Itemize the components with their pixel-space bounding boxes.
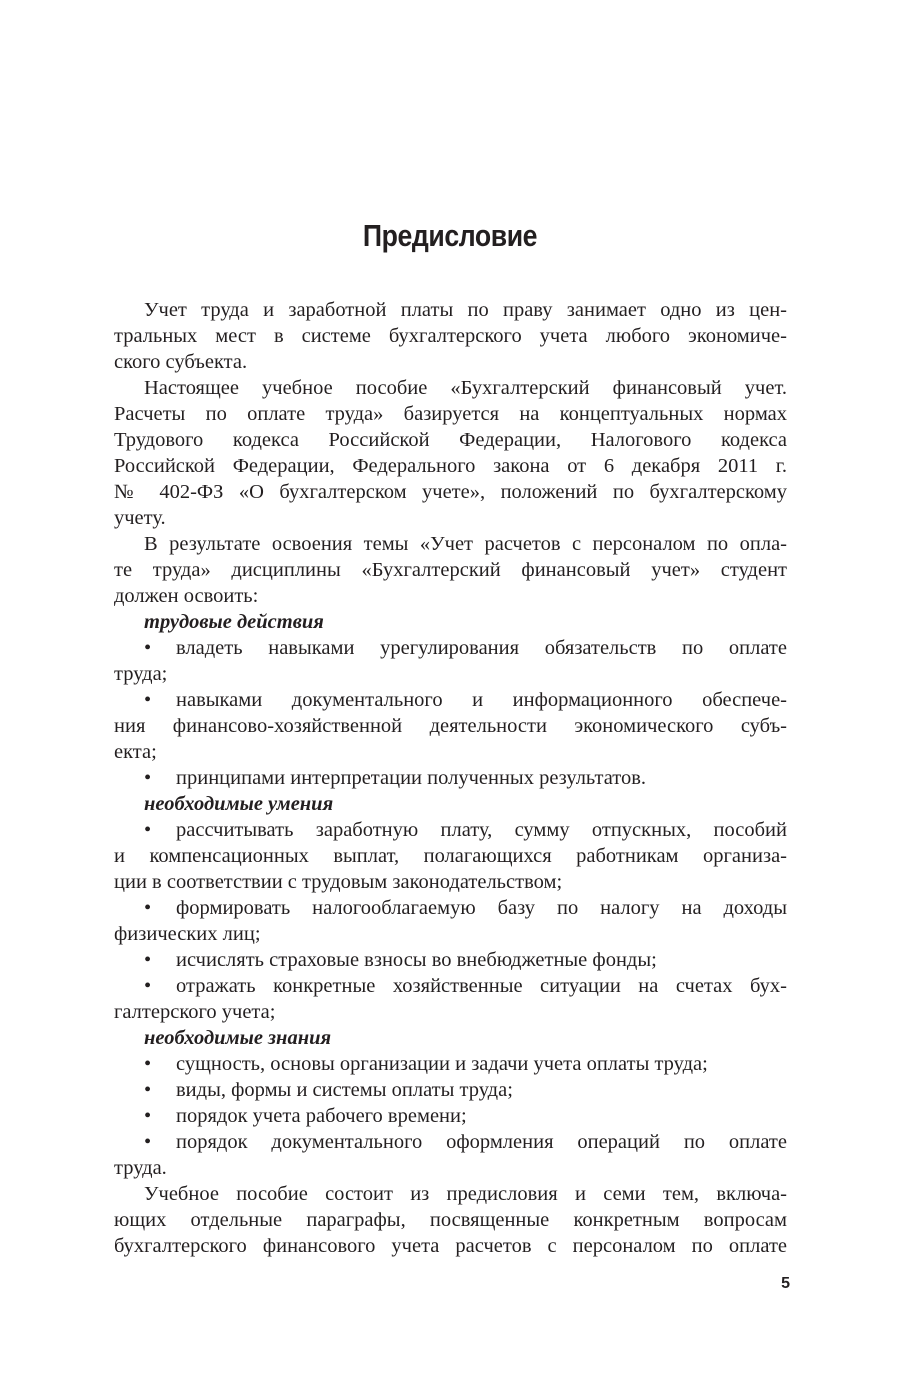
list-item-text: принципами интерпретации полученных результатов. <box>176 767 647 789</box>
list-item-text: исчислять страховые взносы во внебюджетные фонды; <box>176 949 657 971</box>
list-item-text: порядок учета рабочего времени; <box>176 1105 467 1127</box>
paragraph-line: ского субъекта. <box>114 351 248 373</box>
list-item-text: рассчитывать заработную плату, сумму отпускных, пособий <box>176 819 787 841</box>
list-item <box>114 635 787 661</box>
bullet-icon: • <box>144 949 152 971</box>
list-item-text: отражать конкретные хозяйственные ситуации на счетах бух- <box>176 975 787 997</box>
list-item-continuation: ния финансово-хозяйственной деятельности экономического субъ- <box>114 715 787 737</box>
paragraph-line: Расчеты по оплате труда» базируется на концептуальных нормах <box>114 403 787 425</box>
list-item <box>114 817 787 843</box>
bullet-icon: • <box>144 1053 152 1075</box>
list-item-continuation: екта; <box>114 741 157 763</box>
paragraph-line: должен освоить: <box>114 585 259 607</box>
paragraph-line: тральных мест в системе бухгалтерского учета любого экономиче- <box>114 325 787 347</box>
list-item <box>114 687 787 713</box>
paragraph-line: Российской Федерации, Федерального закона от 6 декабря 2011 г. <box>114 455 787 477</box>
list-item <box>114 895 787 921</box>
paragraph-line: № 402-ФЗ «О бухгалтерском учете», положений по бухгалтерскому <box>114 481 787 503</box>
list-item <box>114 973 787 999</box>
section-heading: необходимые умения <box>144 793 334 815</box>
list-item <box>114 1103 787 1129</box>
bullet-icon: • <box>144 637 152 659</box>
paragraph-line: Трудового кодекса Российской Федерации, Налогового кодекса <box>114 429 787 451</box>
list-item <box>114 765 787 791</box>
list-item <box>114 947 787 973</box>
bullet-icon: • <box>144 897 152 919</box>
list-item-text: порядок документального оформления операций по оплате <box>176 1131 787 1153</box>
list-item-continuation: труда. <box>114 1157 167 1179</box>
paragraph-line: Учет труда и заработной платы по праву занимает одно из цен- <box>144 299 787 321</box>
list-item-text: формировать налогооблагаемую базу по налогу на доходы <box>176 897 787 919</box>
list-item <box>114 1051 787 1077</box>
paragraph-line: В результате освоения темы «Учет расчетов с персоналом по опла- <box>144 533 787 555</box>
paragraph-line: ющих отдельные параграфы, посвященные конкретным вопросам <box>114 1209 787 1231</box>
bullet-icon: • <box>144 689 152 711</box>
bullet-icon: • <box>144 975 152 997</box>
list-item-continuation: и компенсационных выплат, полагающихся работникам организа- <box>114 845 787 867</box>
list-item-text: сущность, основы организации и задачи учета оплаты труда; <box>176 1053 708 1075</box>
bullet-icon: • <box>144 1079 152 1101</box>
list-item-text: виды, формы и системы оплаты труда; <box>176 1079 513 1101</box>
page-title: Предисловие <box>362 218 538 253</box>
paragraph-line: бухгалтерского финансового учета расчетов с персоналом по оплате <box>114 1235 787 1257</box>
bullet-icon: • <box>144 1105 152 1127</box>
list-item-continuation: труда; <box>114 663 168 685</box>
paragraph-line: те труда» дисциплины «Бухгалтерский финансовый учет» студент <box>114 559 787 581</box>
page-number: 5 <box>781 1275 790 1292</box>
bullet-icon: • <box>144 1131 152 1153</box>
list-item <box>114 1077 787 1103</box>
section-heading: необходимые знания <box>144 1027 332 1049</box>
list-item-text: навыками документального и информационного обеспече- <box>176 689 787 711</box>
paragraph-line: Настоящее учебное пособие «Бухгалтерский финансовый учет. <box>144 377 787 399</box>
list-item-continuation: галтерского учета; <box>114 1001 276 1023</box>
bullet-icon: • <box>144 767 152 789</box>
list-item-continuation: физических лиц; <box>114 923 261 945</box>
list-item-text: владеть навыками урегулирования обязательств по оплате <box>176 637 787 659</box>
paragraph-line: учету. <box>114 507 166 529</box>
bullet-icon: • <box>144 819 152 841</box>
body-text <box>114 297 787 1259</box>
paragraph-line: Учебное пособие состоит из предисловия и семи тем, включа- <box>144 1183 787 1205</box>
section-heading: трудовые действия <box>144 611 324 633</box>
list-item <box>114 1129 787 1155</box>
list-item-continuation: ции в соответствии с трудовым законодательством; <box>114 871 563 893</box>
